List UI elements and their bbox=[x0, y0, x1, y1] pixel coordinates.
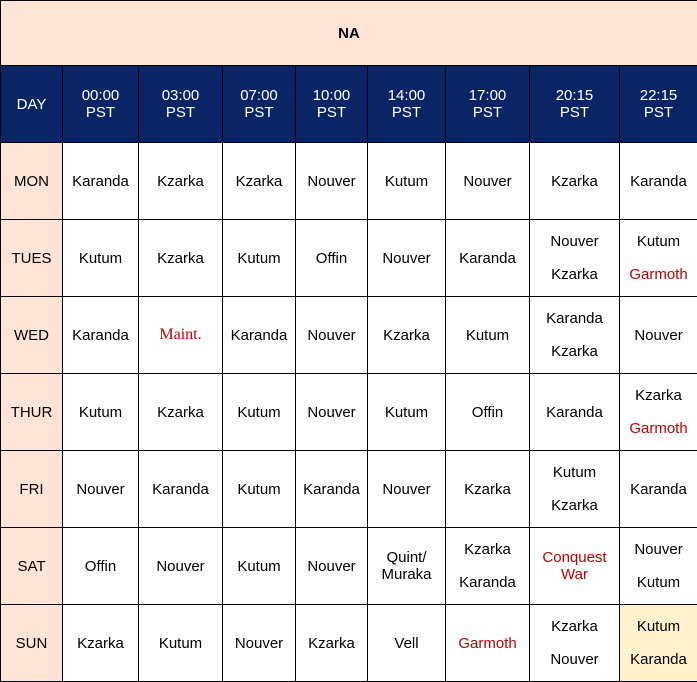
boss-name: Quint/ bbox=[386, 549, 426, 566]
schedule-cell bbox=[223, 605, 296, 682]
day-row bbox=[1, 297, 697, 374]
boss-name: Kutum bbox=[237, 481, 280, 498]
boss-name: Offin bbox=[85, 558, 116, 575]
schedule-cell bbox=[446, 374, 530, 451]
schedule-cell bbox=[296, 605, 368, 682]
day-label: SUN bbox=[1, 605, 63, 682]
schedule-cell bbox=[139, 374, 223, 451]
boss-name: Kzarka bbox=[308, 635, 355, 652]
time-header-timezone: PST bbox=[446, 104, 529, 121]
schedule-cell bbox=[368, 451, 446, 528]
schedule-cell bbox=[296, 528, 368, 605]
schedule-cell bbox=[368, 143, 446, 220]
boss-name: Kzarka bbox=[635, 379, 682, 412]
time-header-timezone: PST bbox=[368, 104, 445, 121]
day-label: TUES bbox=[1, 220, 63, 297]
boss-name: Kzarka bbox=[236, 173, 283, 190]
schedule-cell bbox=[296, 374, 368, 451]
boss-name: Karanda bbox=[459, 250, 516, 267]
schedule-cell bbox=[530, 528, 620, 605]
boss-name: Nouver bbox=[550, 225, 598, 258]
schedule-cell bbox=[368, 220, 446, 297]
boss-name: Garmoth bbox=[458, 635, 516, 652]
schedule-cell bbox=[223, 451, 296, 528]
schedule-cell bbox=[223, 528, 296, 605]
title-row bbox=[1, 1, 697, 66]
boss-name: Kzarka bbox=[551, 610, 598, 643]
schedule-body bbox=[1, 1, 697, 682]
schedule-cell bbox=[223, 143, 296, 220]
boss-name: Karanda bbox=[152, 481, 209, 498]
boss-name: Karanda bbox=[303, 481, 360, 498]
schedule-cell bbox=[446, 451, 530, 528]
time-header-timezone: PST bbox=[530, 104, 619, 121]
boss-name: Nouver bbox=[382, 481, 430, 498]
schedule-cell bbox=[139, 451, 223, 528]
boss-name: Kutum bbox=[553, 456, 596, 489]
time-header-row bbox=[1, 66, 697, 143]
schedule-cell bbox=[296, 220, 368, 297]
schedule-cell bbox=[63, 220, 139, 297]
time-header-time: 00:00 bbox=[63, 87, 138, 104]
boss-name: Nouver bbox=[634, 327, 682, 344]
day-row bbox=[1, 451, 697, 528]
boss-name: Karanda bbox=[546, 302, 603, 335]
boss-name: Kutum bbox=[385, 173, 428, 190]
boss-name: Kutum bbox=[466, 327, 509, 344]
schedule-cell bbox=[620, 220, 697, 297]
day-row bbox=[1, 220, 697, 297]
schedule-cell bbox=[139, 528, 223, 605]
boss-name: Nouver bbox=[307, 404, 355, 421]
boss-name: Nouver bbox=[634, 533, 682, 566]
boss-name: Kzarka bbox=[77, 635, 124, 652]
time-header-time: 20:15 bbox=[530, 87, 619, 104]
time-header-time: 14:00 bbox=[368, 87, 445, 104]
schedule-cell bbox=[223, 297, 296, 374]
schedule-cell bbox=[446, 220, 530, 297]
schedule-cell bbox=[139, 143, 223, 220]
schedule-cell bbox=[530, 297, 620, 374]
schedule-cell bbox=[139, 220, 223, 297]
schedule-cell bbox=[446, 143, 530, 220]
time-header bbox=[223, 66, 296, 143]
day-column-header: DAY bbox=[1, 66, 63, 143]
boss-name: Kzarka bbox=[157, 404, 204, 421]
boss-name: Garmoth bbox=[629, 412, 687, 445]
time-header-time: 22:15 bbox=[620, 87, 697, 104]
schedule-cell bbox=[296, 297, 368, 374]
boss-name: Nouver bbox=[307, 173, 355, 190]
boss-name: Kutum bbox=[159, 635, 202, 652]
time-header bbox=[446, 66, 530, 143]
boss-name: Karanda bbox=[72, 173, 129, 190]
boss-name: Kzarka bbox=[551, 173, 598, 190]
boss-name: Kzarka bbox=[383, 327, 430, 344]
schedule-cell bbox=[368, 297, 446, 374]
boss-name: Karanda bbox=[231, 327, 288, 344]
time-header bbox=[296, 66, 368, 143]
schedule-cell bbox=[63, 605, 139, 682]
schedule-cell bbox=[620, 143, 697, 220]
time-header bbox=[620, 66, 697, 143]
boss-name: Kzarka bbox=[464, 533, 511, 566]
schedule-cell bbox=[63, 528, 139, 605]
boss-name: Karanda bbox=[630, 481, 687, 498]
time-header-timezone: PST bbox=[139, 104, 222, 121]
boss-name: Kutum bbox=[237, 250, 280, 267]
boss-name: Maint. bbox=[159, 326, 201, 344]
boss-name: Conquest bbox=[542, 549, 606, 566]
time-header-time: 17:00 bbox=[446, 87, 529, 104]
schedule-cell bbox=[223, 374, 296, 451]
time-header-time: 10:00 bbox=[296, 87, 367, 104]
schedule-cell bbox=[446, 297, 530, 374]
time-header-timezone: PST bbox=[223, 104, 295, 121]
boss-name: Kzarka bbox=[157, 250, 204, 267]
schedule-cell bbox=[368, 605, 446, 682]
boss-name: Kutum bbox=[237, 558, 280, 575]
day-row bbox=[1, 605, 697, 682]
schedule-cell bbox=[296, 143, 368, 220]
time-header bbox=[63, 66, 139, 143]
schedule-cell bbox=[296, 451, 368, 528]
schedule-cell bbox=[368, 374, 446, 451]
schedule-cell bbox=[368, 528, 446, 605]
boss-name: Kutum bbox=[79, 404, 122, 421]
boss-name: Nouver bbox=[307, 558, 355, 575]
day-row bbox=[1, 528, 697, 605]
schedule-cell bbox=[530, 143, 620, 220]
boss-name: Garmoth bbox=[629, 258, 687, 291]
schedule-cell bbox=[530, 605, 620, 682]
schedule-cell bbox=[620, 374, 697, 451]
day-row bbox=[1, 143, 697, 220]
boss-name: Offin bbox=[472, 404, 503, 421]
schedule-cell bbox=[446, 605, 530, 682]
boss-name: Kzarka bbox=[157, 173, 204, 190]
schedule-cell bbox=[446, 528, 530, 605]
boss-name: Kzarka bbox=[551, 258, 598, 291]
boss-name: Karanda bbox=[72, 327, 129, 344]
schedule-cell bbox=[530, 451, 620, 528]
time-header bbox=[530, 66, 620, 143]
boss-name: Kzarka bbox=[551, 335, 598, 368]
schedule-cell bbox=[620, 451, 697, 528]
time-header-timezone: PST bbox=[63, 104, 138, 121]
time-header-time: 07:00 bbox=[223, 87, 295, 104]
schedule-cell bbox=[530, 374, 620, 451]
boss-name: Kutum bbox=[637, 566, 680, 599]
time-header-timezone: PST bbox=[296, 104, 367, 121]
schedule-cell bbox=[139, 605, 223, 682]
boss-name: Kutum bbox=[237, 404, 280, 421]
time-header-timezone: PST bbox=[620, 104, 697, 121]
region-title: NA bbox=[1, 1, 697, 66]
boss-name: Kutum bbox=[637, 225, 680, 258]
day-label: WED bbox=[1, 297, 63, 374]
boss-name: Vell bbox=[394, 635, 418, 652]
schedule-cell bbox=[620, 528, 697, 605]
boss-name: Nouver bbox=[235, 635, 283, 652]
schedule-cell bbox=[63, 297, 139, 374]
boss-name: Nouver bbox=[307, 327, 355, 344]
day-label: SAT bbox=[1, 528, 63, 605]
boss-name: Kutum bbox=[79, 250, 122, 267]
day-row bbox=[1, 374, 697, 451]
boss-name: Nouver bbox=[550, 643, 598, 676]
time-header bbox=[368, 66, 446, 143]
schedule-cell bbox=[63, 374, 139, 451]
day-label: MON bbox=[1, 143, 63, 220]
boss-name: Karanda bbox=[630, 173, 687, 190]
boss-name: Offin bbox=[316, 250, 347, 267]
boss-name: Nouver bbox=[382, 250, 430, 267]
boss-name: Kutum bbox=[385, 404, 428, 421]
time-header-time: 03:00 bbox=[139, 87, 222, 104]
boss-name: War bbox=[561, 566, 588, 583]
boss-name: Nouver bbox=[463, 173, 511, 190]
boss-name: Kzarka bbox=[464, 481, 511, 498]
schedule-cell bbox=[139, 297, 223, 374]
schedule-cell bbox=[620, 605, 697, 682]
schedule-cell bbox=[223, 220, 296, 297]
time-header bbox=[139, 66, 223, 143]
boss-name: Kutum bbox=[637, 610, 680, 643]
schedule-cell bbox=[63, 451, 139, 528]
boss-name: Kzarka bbox=[551, 489, 598, 522]
day-label: FRI bbox=[1, 451, 63, 528]
schedule-cell bbox=[63, 143, 139, 220]
boss-name: Nouver bbox=[156, 558, 204, 575]
schedule-cell bbox=[620, 297, 697, 374]
boss-name: Karanda bbox=[546, 404, 603, 421]
boss-name: Karanda bbox=[630, 643, 687, 676]
boss-name: Nouver bbox=[76, 481, 124, 498]
schedule-cell bbox=[530, 220, 620, 297]
boss-name: Muraka bbox=[381, 566, 431, 583]
boss-name: Karanda bbox=[459, 566, 516, 599]
day-label: THUR bbox=[1, 374, 63, 451]
